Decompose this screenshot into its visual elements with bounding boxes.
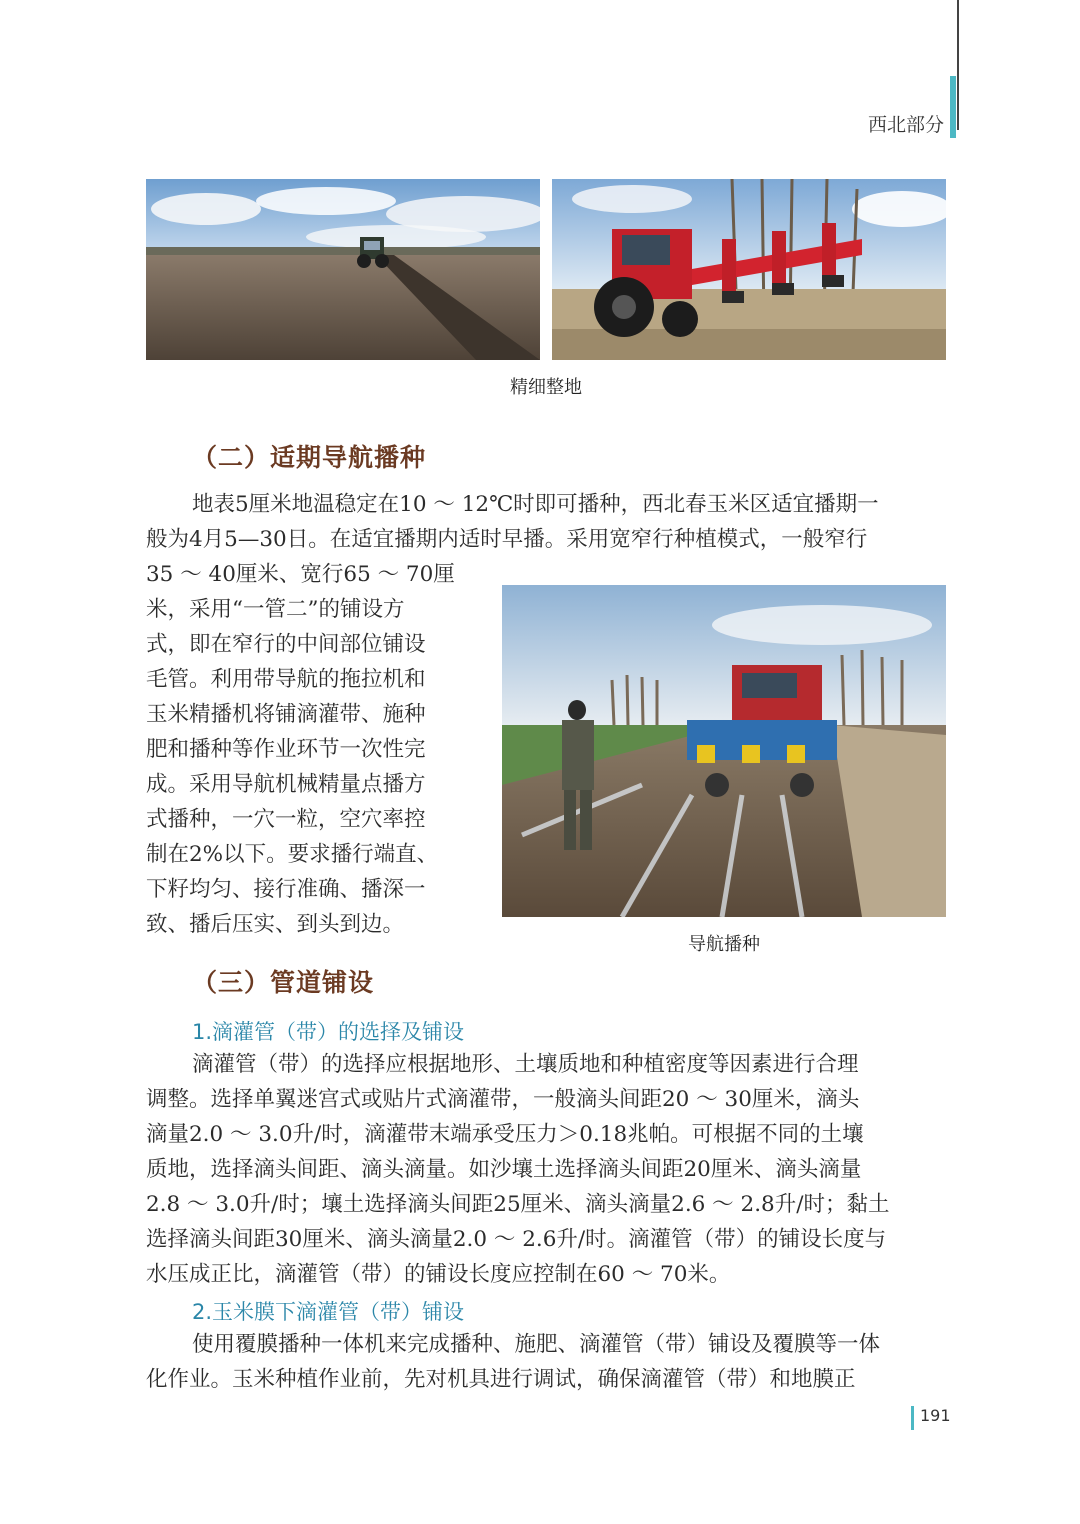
paragraph-line: 选择滴头间距30厘米、滴头滴量2.0 ～ 2.6升/时。滴灌管（带）的铺设长度与 bbox=[146, 1227, 887, 1252]
section-tab-marker bbox=[950, 76, 956, 138]
subheading-drip-tape-selection: 1.滴灌管（带）的选择及铺设 bbox=[192, 1020, 465, 1044]
paragraph-line: 35 ～ 40厘米、宽行65 ～ 70厘 bbox=[146, 562, 455, 587]
paragraph-line: 般为4月5—30日。在适宜播期内适时早播。采用宽窄行种植模式，一般窄行 bbox=[146, 527, 868, 552]
section-heading-navigation-seeding: （二）适期导航播种 bbox=[192, 443, 427, 472]
paragraph-line: 毛管。利用带导航的拖拉机和 bbox=[146, 667, 426, 692]
paragraph-line: 2.8 ～ 3.0升/时；壤土选择滴头间距25厘米、滴头滴量2.6 ～ 2.8升/时；黏土 bbox=[146, 1192, 890, 1217]
paragraph-line: 式，即在窄行的中间部位铺设 bbox=[146, 632, 426, 657]
tillage-photo-plough bbox=[552, 179, 946, 360]
paragraph-line: 滴量2.0 ～ 3.0升/时，滴灌带末端承受压力＞0.18兆帕。可根据不同的土壤 bbox=[146, 1122, 864, 1147]
paragraph-line: 下籽均匀、接行准确、播深一 bbox=[146, 877, 426, 902]
section-label: 西北部分 bbox=[867, 114, 944, 136]
paragraph-line: 式播种，一穴一粒，空穴率控 bbox=[146, 807, 426, 832]
paragraph-line: 滴灌管（带）的选择应根据地形、土壤质地和种植密度等因素进行合理 bbox=[192, 1052, 859, 1077]
paragraph-line: 玉米精播机将铺滴灌带、施种 bbox=[146, 702, 426, 727]
section3-sub1-paragraph bbox=[146, 1047, 946, 1292]
page-number: 191 bbox=[920, 1406, 951, 1425]
paragraph-line: 肥和播种等作业环节一次性完 bbox=[146, 737, 426, 762]
paragraph-line: 制在2%以下。要求播行端直、 bbox=[146, 842, 439, 867]
page-edge-line bbox=[957, 0, 959, 130]
paragraph-line: 使用覆膜播种一体机来完成播种、施肥、滴灌管（带）铺设及覆膜等一体 bbox=[192, 1332, 881, 1357]
paragraph-line: 致、播后压实、到头到边。 bbox=[146, 912, 405, 937]
figure-caption-seeding: 导航播种 bbox=[688, 934, 760, 955]
paragraph-line: 地表5厘米地温稳定在10 ～ 12℃时即可播种，西北春玉米区适宜播期一 bbox=[192, 492, 879, 517]
section-heading-pipe-laying: （三）管道铺设 bbox=[192, 968, 375, 997]
tillage-photo-field bbox=[146, 179, 540, 360]
figure-caption-tillage: 精细整地 bbox=[510, 377, 582, 398]
paragraph-line: 成。采用导航机械精量点播方 bbox=[146, 772, 426, 797]
paragraph-line: 调整。选择单翼迷宫式或贴片式滴灌带，一般滴头间距20 ～ 30厘米，滴头 bbox=[146, 1087, 860, 1112]
subheading-under-film-drip: 2.玉米膜下滴灌管（带）铺设 bbox=[192, 1300, 465, 1324]
seeding-photo bbox=[502, 585, 946, 917]
paragraph-line: 化作业。玉米种植作业前，先对机具进行调试，确保滴灌管（带）和地膜正 bbox=[146, 1367, 856, 1392]
section3-sub2-paragraph bbox=[146, 1327, 946, 1397]
page-number-marker bbox=[911, 1406, 914, 1430]
paragraph-line: 水压成正比，滴灌管（带）的铺设长度应控制在60 ～ 70米。 bbox=[146, 1262, 731, 1287]
paragraph-line: 质地，选择滴头间距、滴头滴量。如沙壤土选择滴头间距20厘米、滴头滴量 bbox=[146, 1157, 862, 1182]
paragraph-line: 米，采用“一管二”的铺设方 bbox=[146, 597, 405, 622]
